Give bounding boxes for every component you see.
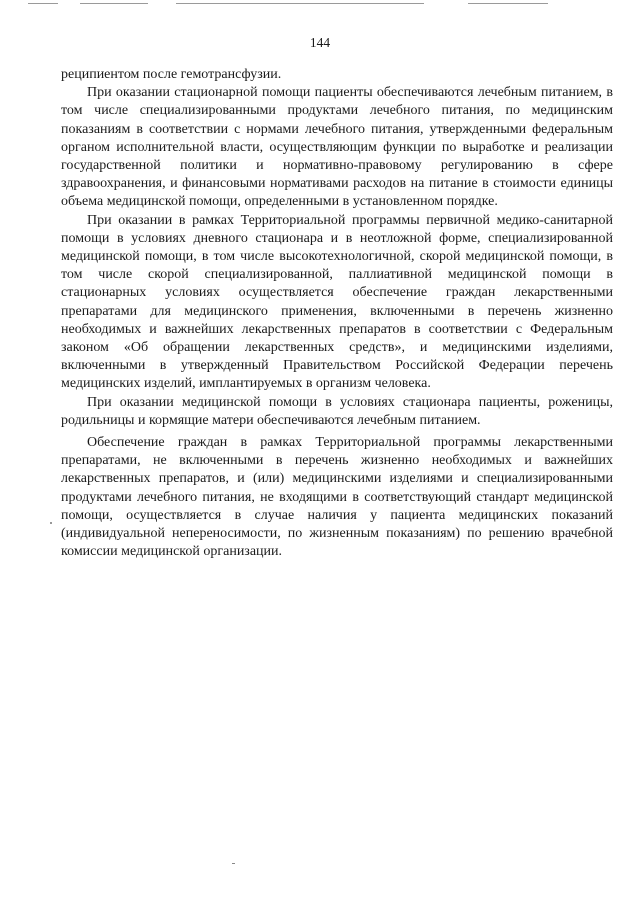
header-rule-right (468, 3, 548, 4)
paragraph-non-list-drugs: Обеспечение граждан в рамках Территориальной программы лекарственными препаратами, не включенными в перечень жизненно необходимых и важнейших лекарственных препаратов, и (или) медицинскими изделиями и специализированными продуктами лечебного питания, не входящими в соответствующий стандарт медицинской помощи, осуществляется в случае наличия у пациента медицинских показаний (индивидуальной непереносимости, по жизненным показаниям) по решению врачебной комиссии медицинской организации. (61, 435, 613, 560)
header-rule-middle (80, 3, 148, 4)
paragraph-continuation: реципиентом после гемотрансфузии. (61, 67, 282, 82)
page-number: 144 (309, 35, 331, 50)
header-rule-center (176, 3, 424, 4)
document-body (61, 66, 613, 561)
scan-speck-bottom (232, 863, 235, 864)
scan-speck (50, 522, 52, 524)
header-rule-left (28, 3, 58, 4)
paragraph-inpatient-nutrition: При оказании стационарной помощи пациенты обеспечиваются лечебным питанием, в том числе специализированными продуктами лечебного питания, по медицинским показаниям в соответствии с нормами лечебного питания, утвержденными федеральным органом исполнительной власти, осуществляющим функции по выработке и реализации государственной политики и нормативно-правовому регулированию в сфере здравоохранения, и финансовыми нормативами расходов на питание в стоимости единицы объема медицинской помощи, определенными в установленном порядке. (61, 85, 613, 210)
paragraph-medication-provision: При оказании в рамках Территориальной программы первичной медико-санитарной помощи в условиях дневного стационара и в неотложной форме, специализированной медицинской помощи, в том числе высокотехнологичной, скорой медицинской помощи, в том числе скорой специализированной, паллиативной медицинской помощи в стационарных условиях осуществляется обеспечение граждан лекарственными препаратами для медицинского применения, включенными в перечень жизненно необходимых и важнейших лекарственных препаратов в соответствии с Федеральным законом «Об обращении лекарственных средств», и медицинскими изделиями, включенными в утвержденный Правительством Российской Федерации перечень медицинских изделий, имплантируемых в организм человека. (61, 212, 613, 392)
paragraph-patients-nutrition: При оказании медицинской помощи в условиях стационара пациенты, роженицы, родильницы и кормящие матери обеспечиваются лечебным питанием. (61, 394, 613, 428)
